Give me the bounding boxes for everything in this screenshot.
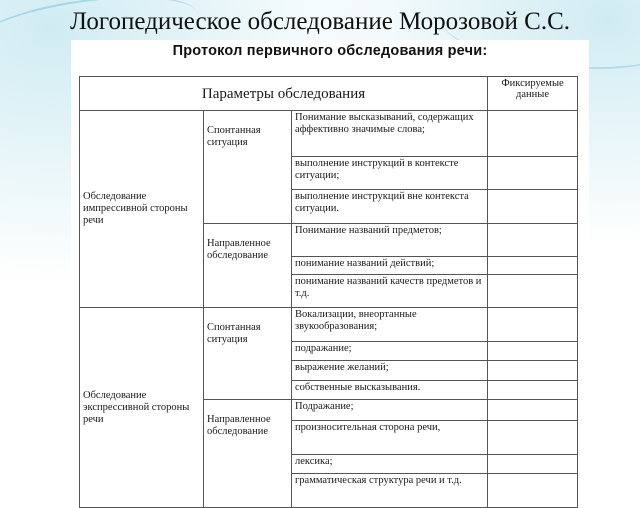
item-cell: лексика; xyxy=(292,455,488,473)
item-cell: Вокализации, внеортанные звукообразования; xyxy=(292,308,488,341)
protocol-document xyxy=(71,40,589,486)
item-cell: собственные высказывания. xyxy=(292,380,488,399)
protocol-table xyxy=(79,76,578,508)
item-cell: Понимание названий предметов; xyxy=(292,223,488,256)
recorded-cell[interactable] xyxy=(488,308,578,341)
group-label-spontaneous-1: Спонтанная ситуация xyxy=(204,111,292,223)
recorded-cell[interactable] xyxy=(488,420,578,454)
item-cell: произносительная сторона речи, xyxy=(292,420,488,454)
recorded-cell[interactable] xyxy=(488,223,578,256)
section-label-impressive: Обследование импрессивной стороны речи xyxy=(80,111,204,308)
recorded-cell[interactable] xyxy=(488,157,578,190)
table-row xyxy=(80,308,578,341)
group-label-directed-1: Направленное обследование xyxy=(204,223,292,308)
item-cell: выполнение инструкций вне контекста ситуации. xyxy=(292,190,488,223)
recorded-cell[interactable] xyxy=(488,380,578,399)
recorded-cell[interactable] xyxy=(488,256,578,274)
item-cell: Понимание высказываний, содержащих аффективно значимые слова; xyxy=(292,111,488,157)
recorded-cell[interactable] xyxy=(488,341,578,360)
group-label-spontaneous-2: Спонтанная ситуация xyxy=(204,308,292,400)
group-label-directed-2: Направленное обследование xyxy=(204,400,292,508)
item-cell: Подражание; xyxy=(292,400,488,421)
protocol-heading: Протокол первичного обследования речи: xyxy=(172,43,488,59)
recorded-cell[interactable] xyxy=(488,190,578,223)
recorded-cell[interactable] xyxy=(488,455,578,473)
recorded-cell[interactable] xyxy=(488,111,578,157)
table-header-row xyxy=(80,77,578,111)
recorded-cell[interactable] xyxy=(488,275,578,308)
table-row xyxy=(80,111,578,157)
item-cell: понимание названий качеств предметов и т.д. xyxy=(292,275,488,308)
slide-title: Логопедическое обследование Морозовой С.С. xyxy=(69,8,571,35)
item-cell: подражание; xyxy=(292,341,488,360)
header-parameters: Параметры обследования xyxy=(80,77,488,111)
section-label-expressive: Обследование экспрессивной стороны речи xyxy=(80,308,204,508)
recorded-cell[interactable] xyxy=(488,400,578,421)
header-recorded-data: Фиксируемые данные xyxy=(488,77,578,111)
recorded-cell[interactable] xyxy=(488,473,578,508)
item-cell: понимание названий действий; xyxy=(292,256,488,274)
item-cell: выражение желаний; xyxy=(292,361,488,380)
recorded-cell[interactable] xyxy=(488,361,578,380)
item-cell: выполнение инструкций в контексте ситуации; xyxy=(292,157,488,190)
item-cell: грамматическая структура речи и т.д. xyxy=(292,473,488,508)
